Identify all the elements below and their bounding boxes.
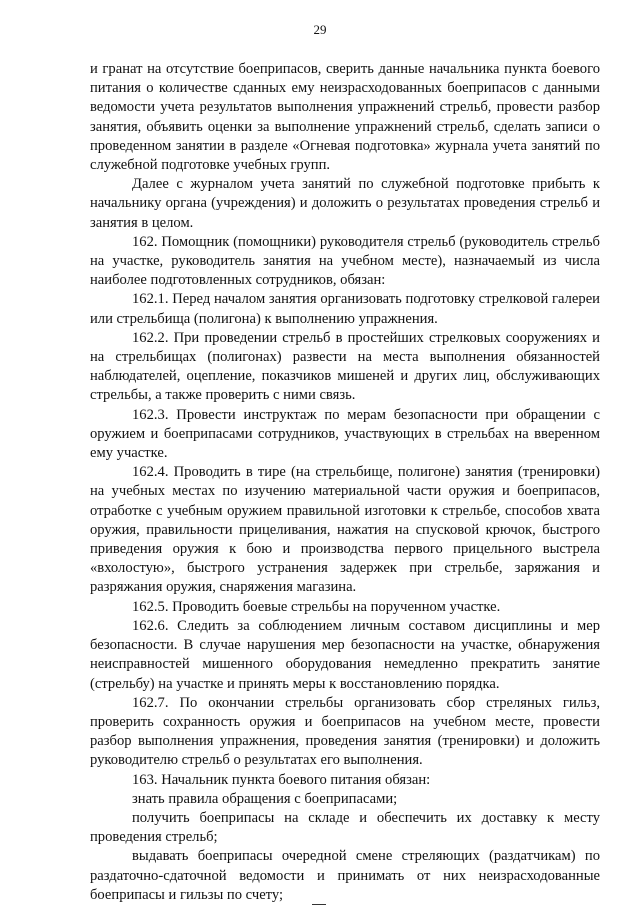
paragraph: Далее с журналом учета занятий по служебной подготовке прибыть к начальнику органа (учреждения) и доложить о результатах проведения стрельб и занятия в целом. [90, 176, 600, 231]
paragraph-162-7: 162.7. По окончании стрельбы организовать сбор стреляных гильз, проверить сохранность оружия и боеприпасов на учебном месте, провести разбор выполнения упражнения, проведения занятия (тренировки) и доложить руководителю стрельб о результатах его выполнения. [90, 694, 600, 769]
document-body [90, 60, 600, 905]
paragraph-162-1: 162.1. Перед началом занятия организовать подготовку стрелковой галереи или стрельбища (полигона) к выполнению упражнения. [90, 291, 600, 327]
paragraph-162-6: 162.6. Следить за соблюдением личным составом дисциплины и мер безопасности. В случае нарушения мер безопасности на участке, обнаружения неисправностей мишенного оборудования немедленно прекратить занятие (стрельбу) на участке и принять меры к восстановлению порядка. [90, 617, 600, 692]
list-item: получить боеприпасы на складе и обеспечить их доставку к месту проведения стрельб; [90, 809, 600, 846]
paragraph-163: 163. Начальник пункта боевого питания обязан: [132, 771, 431, 788]
list-item: выдавать боеприпасы очередной смене стреляющих (раздатчикам) по раздаточно-сдаточной ведомости и принимать от них неизрасходованные боеприпасы и гильзы по счету; [90, 848, 600, 903]
page-number: 29 [313, 22, 327, 37]
paragraph-162-2: 162.2. При проведении стрельб в простейших стрелковых сооружениях и на стрельбищах (полигонах) развести на места выполнения обязанностей наблюдателей, оцепление, показчиков мишеней и других лиц, обслуживающих стрельбы, а также проверить с ними связь. [90, 329, 600, 404]
paragraph-162-3: 162.3. Провести инструктаж по мерам безопасности при обращении с оружием и боеприпасами сотрудников, участвующих в стрельбах на вверенном ему участке. [90, 406, 600, 462]
scan-mark [312, 904, 326, 905]
list-item: знать правила обращения с боеприпасами; [132, 790, 398, 807]
paragraph-162-4: 162.4. Проводить в тире (на стрельбище, полигоне) занятия (тренировки) на учебных местах по изучению материальной части оружия и боеприпасов, отработке с учебным оружием правильной изготовки к стрельбе, способов хвата оружия, правильности прицеливания, нажатия на спусковой крючок, быстрого приведения оружия к бою и производства первого прицельного выстрела «вхолостую», быстрого устранения задержек при стрельбе, заряжания и разряжания оружия, снаряжения магазина. [90, 464, 600, 596]
paragraph-162-5: 162.5. Проводить боевые стрельбы на порученном участке. [132, 598, 501, 615]
paragraph-continuation: и гранат на отсутствие боеприпасов, сверить данные начальника пункта боевого питания о количестве сданных ему неизрасходованных боеприпасов с данными ведомости учета результатов выполнения упражнений стрельб, провести разбор занятия, объявить оценки за выполнение упражнений стрельб, сделать записи о проведенном занятии в разделе «Огневая подготовка» журнала учета занятий по служебной подготовке учебных групп. [90, 61, 600, 174]
paragraph-162: 162. Помощник (помощники) руководителя стрельб (руководитель стрельб на участке, руководитель занятия на учебном месте), назначаемый из числа наиболее подготовленных сотрудников, обязан: [90, 233, 600, 289]
